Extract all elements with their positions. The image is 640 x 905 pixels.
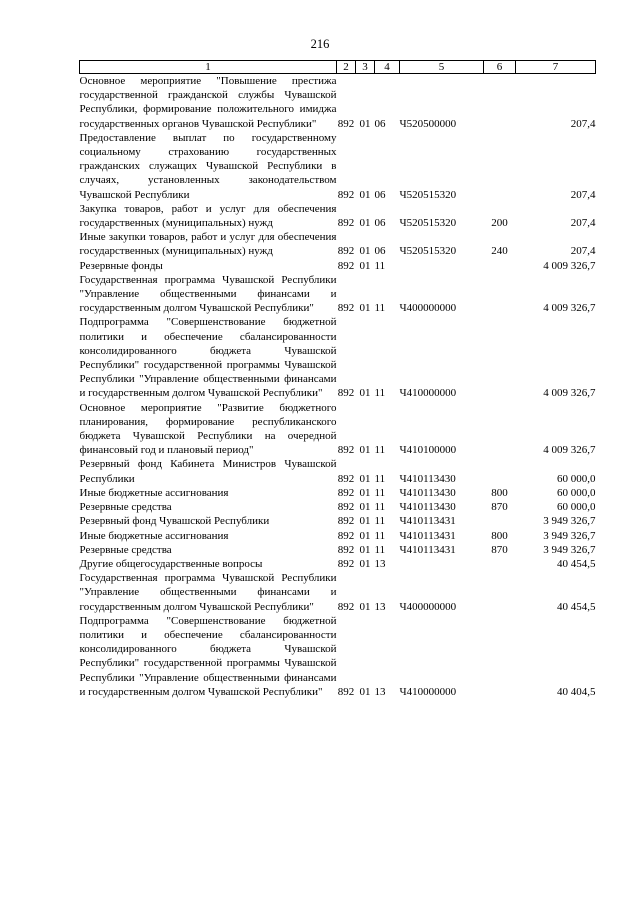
row-name: Резервный фонд Кабинета Министров Чувашской Республики <box>79 458 337 485</box>
table-row <box>80 571 596 614</box>
row-admin-code: 892 <box>337 259 355 272</box>
table-row <box>80 500 596 514</box>
column-header-name: 1 <box>80 61 337 74</box>
row-amount: 60 000,0 <box>557 472 596 485</box>
table-header-row <box>80 61 596 74</box>
row-amount: 60 000,0 <box>557 501 596 514</box>
row-admin-code: 892 <box>337 217 355 230</box>
table-row <box>80 230 596 258</box>
row-subsection-code: 11 <box>374 472 386 485</box>
row-target-article: Ч410113431 <box>399 529 456 542</box>
row-target-article: Ч520515320 <box>399 217 457 230</box>
row-name: Резервные средства <box>79 501 172 514</box>
row-subsection-code: 11 <box>374 486 386 499</box>
row-subsection-code: 11 <box>374 529 386 542</box>
row-amount: 4 009 326,7 <box>543 259 596 272</box>
column-header-amount: 7 <box>516 61 596 74</box>
table-body <box>80 74 596 699</box>
row-expense-type <box>484 131 516 202</box>
table-row <box>80 202 596 230</box>
row-target-article: Ч400000000 <box>399 302 457 315</box>
column-header-subsection: 4 <box>375 61 400 74</box>
table-row <box>80 457 596 485</box>
row-section-code: 01 <box>359 685 371 698</box>
row-expense-type: 800 <box>491 529 508 542</box>
table-row <box>80 529 596 543</box>
table-row <box>80 557 596 571</box>
row-subsection-code: 11 <box>374 387 386 400</box>
row-target-article: Ч410113430 <box>399 501 456 514</box>
row-name: Другие общегосударственные вопросы <box>79 557 263 570</box>
row-amount: 40 404,5 <box>557 685 596 698</box>
row-target-article: Ч410000000 <box>399 387 457 400</box>
row-section-code: 01 <box>359 557 371 570</box>
row-target-article: Ч400000000 <box>399 600 457 613</box>
row-target-article <box>400 557 484 571</box>
row-name: Подпрограмма "Совершенствование бюджетной политики и обеспечение сбалансированности консолидированного бюджета Чувашской Республики" государственной программы Чувашской Республики "Управление общественными финансами и государственным долгом Чувашской Республики" <box>79 316 337 400</box>
row-admin-code: 892 <box>337 543 355 556</box>
row-subsection-code: 11 <box>374 444 386 457</box>
row-amount: 40 454,5 <box>557 600 596 613</box>
row-section-code: 01 <box>359 543 371 556</box>
row-amount: 207,4 <box>570 117 596 130</box>
row-admin-code: 892 <box>337 444 355 457</box>
table-row <box>80 315 596 400</box>
row-amount: 4 009 326,7 <box>543 444 596 457</box>
row-section-code: 01 <box>359 245 371 258</box>
row-name: Подпрограмма "Совершенствование бюджетной политики и обеспечение сбалансированности консолидированного бюджета Чувашской Республики" государственной программы Чувашской Республики "Управление общественными финансами и государственным долгом Чувашской Республики" <box>79 614 337 698</box>
row-subsection-code: 11 <box>374 501 386 514</box>
column-header-target-article: 5 <box>400 61 484 74</box>
row-admin-code: 892 <box>337 117 355 130</box>
row-target-article: Ч410113431 <box>399 515 456 528</box>
row-name: Резервные фонды <box>79 259 163 272</box>
row-admin-code: 892 <box>337 387 355 400</box>
row-section-code: 01 <box>359 387 371 400</box>
row-expense-type: 870 <box>491 543 508 556</box>
row-amount: 60 000,0 <box>557 486 596 499</box>
row-target-article: Ч520500000 <box>399 117 457 130</box>
row-name: Иные бюджетные ассигнования <box>79 486 229 499</box>
row-section-code: 01 <box>359 259 371 272</box>
row-admin-code: 892 <box>337 472 355 485</box>
row-section-code: 01 <box>359 117 371 130</box>
row-admin-code: 892 <box>337 245 355 258</box>
row-section-code: 01 <box>359 501 371 514</box>
row-name: Государственная программа Чувашской Республики "Управление общественными финансами и государственным долгом Чувашской Республики" <box>79 572 337 613</box>
row-amount: 4 009 326,7 <box>543 387 596 400</box>
row-section-code: 01 <box>359 600 371 613</box>
page-number: 216 <box>310 37 330 51</box>
row-admin-code: 892 <box>337 188 355 201</box>
row-expense-type <box>484 315 516 400</box>
row-name: Предоставление выплат по государственному социальному страхованию государственных гражданских служащих Чувашской Республики в случаях, установленных законодательством Чувашской Республики <box>79 131 337 201</box>
row-amount: 40 454,5 <box>557 557 596 570</box>
row-target-article: Ч410113430 <box>399 472 456 485</box>
row-admin-code: 892 <box>337 685 355 698</box>
table-row <box>80 543 596 557</box>
table-row <box>80 273 596 316</box>
row-subsection-code: 13 <box>374 557 386 570</box>
row-admin-code: 892 <box>337 600 355 613</box>
row-target-article <box>400 259 484 273</box>
table-row <box>80 614 596 699</box>
row-target-article: Ч410113430 <box>399 486 456 499</box>
row-expense-type <box>484 259 516 273</box>
row-expense-type <box>484 571 516 614</box>
row-name: Основное мероприятие "Развитие бюджетного планирования, формирование республиканского бюджета Чувашской Республики на очередной финансовый год и плановый период" <box>79 401 337 457</box>
row-amount: 3 949 326,7 <box>543 515 596 528</box>
row-name: Резервные средства <box>79 543 172 556</box>
row-expense-type: 240 <box>491 245 508 258</box>
row-subsection-code: 06 <box>374 217 386 230</box>
row-section-code: 01 <box>359 302 371 315</box>
row-admin-code: 892 <box>337 557 355 570</box>
row-amount: 207,4 <box>570 217 596 230</box>
row-subsection-code: 11 <box>374 302 386 315</box>
row-expense-type: 200 <box>491 217 508 230</box>
row-subsection-code: 06 <box>374 245 386 258</box>
row-subsection-code: 11 <box>374 515 386 528</box>
row-target-article: Ч410000000 <box>399 685 457 698</box>
row-amount: 207,4 <box>570 245 596 258</box>
column-header-expense-type: 6 <box>484 61 516 74</box>
row-expense-type: 870 <box>491 501 508 514</box>
row-amount: 3 949 326,7 <box>543 529 596 542</box>
table-row <box>80 259 596 273</box>
row-amount: 207,4 <box>570 188 596 201</box>
column-header-section: 3 <box>356 61 375 74</box>
row-subsection-code: 06 <box>374 117 386 130</box>
table-row <box>80 486 596 500</box>
row-name: Основное мероприятие "Повышение престижа государственной гражданской службы Чувашской Республики, формирование положительного имиджа государственных органов Чувашской Республики" <box>79 75 337 130</box>
row-amount: 3 949 326,7 <box>543 543 596 556</box>
row-section-code: 01 <box>359 529 371 542</box>
row-expense-type <box>484 401 516 458</box>
row-expense-type <box>484 273 516 316</box>
row-expense-type <box>484 614 516 699</box>
row-name: Иные бюджетные ассигнования <box>79 529 229 542</box>
budget-table <box>79 60 596 699</box>
column-header-admin: 2 <box>337 61 356 74</box>
row-section-code: 01 <box>359 444 371 457</box>
row-expense-type: 800 <box>491 486 508 499</box>
row-target-article: Ч410113431 <box>399 543 456 556</box>
row-subsection-code: 13 <box>374 685 386 698</box>
row-admin-code: 892 <box>337 501 355 514</box>
row-expense-type <box>484 74 516 131</box>
row-target-article: Ч520515320 <box>399 245 457 258</box>
row-admin-code: 892 <box>337 486 355 499</box>
row-name: Иные закупки товаров, работ и услуг для обеспечения государственных (муниципальных) нужд <box>79 231 337 258</box>
row-section-code: 01 <box>359 486 371 499</box>
table-row <box>80 514 596 528</box>
row-subsection-code: 13 <box>374 600 386 613</box>
row-section-code: 01 <box>359 217 371 230</box>
table-row <box>80 131 596 202</box>
row-expense-type <box>484 514 516 528</box>
row-name: Государственная программа Чувашской Республики "Управление общественными финансами и государственным долгом Чувашской Республики" <box>79 273 337 315</box>
row-amount: 4 009 326,7 <box>543 302 596 315</box>
row-section-code: 01 <box>359 472 371 485</box>
row-target-article: Ч520515320 <box>399 188 457 201</box>
row-section-code: 01 <box>359 188 371 201</box>
row-subsection-code: 11 <box>374 543 386 556</box>
row-admin-code: 892 <box>337 515 355 528</box>
row-section-code: 01 <box>359 515 371 528</box>
row-subsection-code: 06 <box>374 188 386 201</box>
row-expense-type <box>484 557 516 571</box>
row-target-article: Ч410100000 <box>399 444 457 457</box>
row-admin-code: 892 <box>337 529 355 542</box>
row-expense-type <box>484 457 516 485</box>
row-name: Закупка товаров, работ и услуг для обеспечения государственных (муниципальных) нужд <box>79 202 337 230</box>
row-admin-code: 892 <box>337 302 355 315</box>
table-row <box>80 401 596 458</box>
table-row <box>80 74 596 131</box>
row-name: Резервный фонд Чувашской Республики <box>79 515 270 528</box>
row-subsection-code: 11 <box>374 259 386 272</box>
